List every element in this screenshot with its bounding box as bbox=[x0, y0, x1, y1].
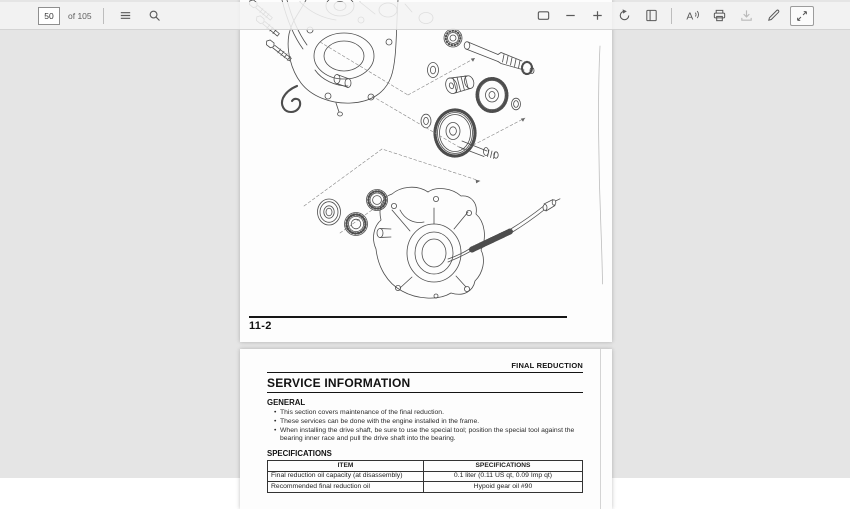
general-bullet: • When installing the drive shaft, be sure to use the special tool; position the special tool against the bearing inner race and pull the drive shaft into the bearing. bbox=[274, 427, 583, 445]
fit-to-page-icon bbox=[536, 8, 551, 23]
pdf-toolbar bbox=[0, 2, 850, 30]
rotate-icon bbox=[617, 8, 632, 23]
read-aloud-icon bbox=[684, 8, 700, 23]
scan-artifact-line bbox=[600, 349, 601, 509]
general-heading: GENERAL bbox=[267, 398, 306, 407]
page-footer-rule bbox=[249, 316, 567, 318]
exit-fullscreen-icon bbox=[795, 9, 809, 23]
toolbar-left-group bbox=[38, 6, 165, 25]
column-header-specifications: SPECIFICATIONS bbox=[423, 461, 582, 471]
toolbar-right-group bbox=[533, 6, 814, 26]
zoom-in-icon bbox=[590, 8, 605, 23]
table-row bbox=[268, 482, 583, 492]
exit-fullscreen-button[interactable] bbox=[790, 6, 814, 26]
specifications-heading: SPECIFICATIONS bbox=[267, 449, 332, 459]
page-view-button[interactable] bbox=[641, 6, 662, 25]
column-header-item: ITEM bbox=[268, 461, 424, 471]
page-number-input[interactable] bbox=[38, 7, 60, 25]
print-button[interactable] bbox=[709, 6, 730, 25]
fit-to-page-button[interactable] bbox=[533, 6, 554, 25]
svg-text:A: A bbox=[686, 11, 694, 23]
item-cell: Recommended final reduction oil bbox=[268, 482, 424, 492]
page-view-icon bbox=[644, 8, 659, 23]
save-button[interactable] bbox=[736, 6, 757, 25]
read-aloud-button[interactable] bbox=[681, 6, 703, 25]
toolbar-divider bbox=[103, 8, 104, 24]
zoom-out-button[interactable] bbox=[560, 6, 581, 25]
rotate-button[interactable] bbox=[614, 6, 635, 25]
general-bullet: • This section covers maintenance of the final reduction. bbox=[274, 409, 583, 418]
draw-icon bbox=[766, 8, 781, 23]
print-icon bbox=[712, 8, 727, 23]
page-footer-number: 11-2 bbox=[249, 320, 272, 332]
search-button[interactable] bbox=[144, 6, 165, 25]
save-icon bbox=[739, 8, 754, 23]
header-rule bbox=[267, 372, 583, 373]
specifications-table bbox=[267, 460, 583, 492]
table-row bbox=[268, 471, 583, 481]
section-title: SERVICE INFORMATION bbox=[267, 376, 583, 393]
zoom-out-icon bbox=[563, 8, 578, 23]
service-information-section bbox=[267, 361, 583, 493]
table-of-contents-icon bbox=[118, 8, 133, 23]
zoom-in-button[interactable] bbox=[587, 6, 608, 25]
item-cell: Final reduction oil capacity (at disassembly) bbox=[268, 471, 424, 481]
spec-cell: Hypoid gear oil #90 bbox=[423, 482, 582, 492]
search-icon bbox=[147, 8, 162, 23]
exploded-parts-diagram bbox=[240, 0, 612, 342]
pdf-page-1 bbox=[240, 0, 612, 342]
chapter-header: FINAL REDUCTION bbox=[511, 361, 583, 370]
toolbar-divider bbox=[671, 8, 672, 24]
draw-button[interactable] bbox=[763, 6, 784, 25]
table-of-contents-button[interactable] bbox=[115, 6, 136, 25]
general-bullet-list bbox=[268, 409, 583, 444]
pdf-page-2 bbox=[240, 349, 612, 509]
general-bullet: • These services can be done with the engine installed in the frame. bbox=[274, 418, 583, 427]
final-reduction-exploded-view bbox=[240, 0, 612, 342]
spec-cell: 0.1 liter (0.11 US qt, 0.09 Imp qt) bbox=[423, 471, 582, 481]
table-header-row bbox=[268, 461, 583, 471]
page-count-label: of 105 bbox=[68, 10, 92, 21]
